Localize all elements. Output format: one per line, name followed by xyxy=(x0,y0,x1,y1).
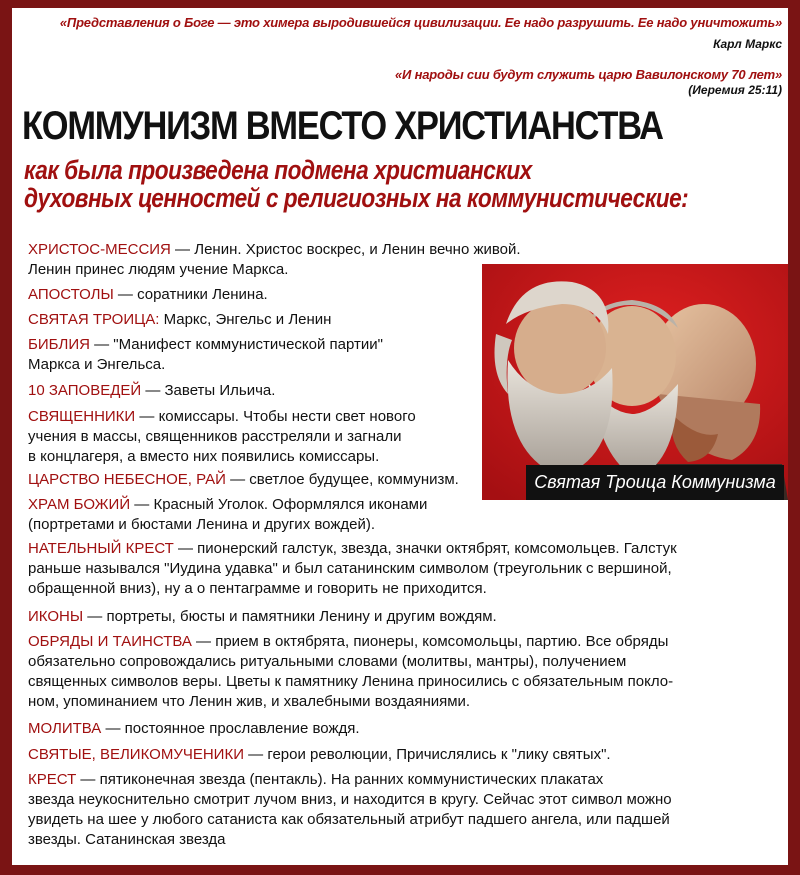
entry-text: звезды. Сатанинская звезда xyxy=(28,831,226,848)
quote-jeremiah: «И народы сии будут служить царю Вавилонскому 70 лет» xyxy=(395,67,782,82)
entry-text: пятиконечная звезда (пентакль). На ранних коммунистических плакатах xyxy=(99,771,604,788)
entry-text: светлое будущее, коммунизм. xyxy=(249,471,459,488)
entry-term: ИКОНЫ xyxy=(28,608,84,625)
entry-text: звезда неукоснительно смотрит лучом вниз, и находится в кругу. Сейчас этот символ можно xyxy=(28,791,672,808)
list-item: АПОСТОЛЫ — соратники Ленина. xyxy=(28,286,268,303)
page-title: КОММУНИЗМ ВМЕСТО ХРИСТИАНСТВА xyxy=(22,104,663,148)
entry-term: МОЛИТВА xyxy=(28,720,102,737)
entry-term: СВЯЩЕННИКИ xyxy=(28,408,136,425)
entry-term: БИБЛИЯ xyxy=(28,336,90,353)
list-item: ИКОНЫ — портреты, бюсты и памятники Ленину и другим вождям. xyxy=(28,608,497,625)
entry-term: АПОСТОЛЫ xyxy=(28,286,114,303)
entry-text: прием в октябрята, пионеры, комсомольцы, партию. Все обряды xyxy=(215,633,669,650)
entry-text: (портретами и бюстами Ленина и других вождей). xyxy=(28,516,375,533)
list-item xyxy=(28,310,331,330)
entry-text: герои революции, Причислялись к "лику святых". xyxy=(267,746,611,763)
entry-term: КРЕСТ xyxy=(28,771,77,788)
quote-marx-author: Карл Маркс xyxy=(713,37,782,51)
entry-text: Красный Уголок. Оформлялся иконами xyxy=(153,496,428,513)
quotes-block xyxy=(12,14,782,98)
entry-text: постоянное прославление вождя. xyxy=(124,720,360,737)
page-subtitle xyxy=(24,155,689,213)
list-item: МОЛИТВА — постоянное прославление вождя. xyxy=(28,720,360,737)
entry-text: комиссары. Чтобы нести свет нового xyxy=(158,408,416,425)
image-caption: Святая Троица Коммунизма xyxy=(526,465,784,500)
quote-jeremiah-source: (Иеремия 25:11) xyxy=(688,83,782,97)
entry-term: ЦАРСТВО НЕБЕСНОЕ, РАЙ xyxy=(28,471,226,488)
entry-text: обязательно сопровождались ритуальными словами (молитвы, мантры), получением xyxy=(28,653,627,670)
list-item: НАТЕЛЬНЫЙ КРЕСТ — пионерский галстук, звезда, значки октябрят, комсомольцев. Галстук раньше назывался "Иудина удавка" и был сатанинским символом (треугольник с вершиной, обращенной вниз), ну а о пентаграмме и говорить не приходится. xyxy=(28,540,677,597)
entry-text: "Манифест коммунистической партии" xyxy=(113,336,383,353)
entry-term: ОБРЯДЫ И ТАИНСТВА xyxy=(28,633,192,650)
entry-text: ном, упоминанием что Ленин жив, и хвалебными воздаяниями. xyxy=(28,693,471,710)
entry-text: в концлагеря, а вместо них появились комиссары. xyxy=(28,448,380,465)
entry-text: раньше назывался "Иудина удавка" и был сатанинским символом (треугольник с вершиной, xyxy=(28,560,672,577)
entry-text: соратники Ленина. xyxy=(137,286,268,303)
entry-text: священных символов веры. Цветы к памятнику Ленина приносились с обязательным покло- xyxy=(28,673,674,690)
list-item: ХРАМ БОЖИЙ — Красный Уголок. Оформлялся иконами (портретами и бюстами Ленина и других вождей). xyxy=(28,496,428,533)
entry-text: Маркс, Энгельс и Ленин xyxy=(163,311,332,328)
subtitle-line-1: как была произведена подмена христианских xyxy=(24,155,532,185)
entry-term: ХРИСТОС-МЕССИЯ xyxy=(28,241,171,258)
entry-text: Ленин. Христос воскрес, и Ленин вечно живой. xyxy=(194,241,521,258)
entry-text: пионерский галстук, звезда, значки октябрят, комсомольцев. Галстук xyxy=(197,540,677,557)
entry-term: СВЯТЫЕ, ВЕЛИКОМУЧЕНИКИ xyxy=(28,746,244,763)
entry-text: Ленин принес людям учение Маркса. xyxy=(28,261,289,278)
entry-text: Маркса и Энгельса. xyxy=(28,356,166,373)
quote-marx: «Представления о Боге — это химера выродившейся цивилизации. Ее надо разрушить. Ее надо уничтожить» xyxy=(59,15,782,30)
entry-term: 10 ЗАПОВЕДЕЙ xyxy=(28,382,142,399)
list-item: БИБЛИЯ — "Манифест коммунистической партии" Маркса и Энгельса. xyxy=(28,336,383,373)
list-item: КРЕСТ — пятиконечная звезда (пентакль). На ранних коммунистических плакатах звезда неукоснительно смотрит лучом вниз, и находится в кругу. Сейчас этот символ можно увидеть на шее у любого сатаниста как обязательный атрибут падшего ангела, или падшей звезды. Сатанинская звезда xyxy=(28,771,672,848)
list-item: СВЯЩЕННИКИ — комиссары. Чтобы нести свет нового учения в массы, священников расстреляли и загнали в концлагеря, а вместо них появились комиссары. xyxy=(28,408,416,465)
list-item: ХРИСТОС-МЕССИЯ — Ленин. Христос воскрес, и Ленин вечно живой. Ленин принес людям учение Маркса. xyxy=(28,241,521,278)
entry-text: портреты, бюсты и памятники Ленину и другим вождям. xyxy=(106,608,497,625)
entry-text: Заветы Ильича. xyxy=(164,382,276,399)
list-item: СВЯТЫЕ, ВЕЛИКОМУЧЕНИКИ — герои революции, Причислялись к "лику святых". xyxy=(28,746,611,763)
entry-term: СВЯТАЯ ТРОИЦА: xyxy=(28,311,160,328)
entry-term: НАТЕЛЬНЫЙ КРЕСТ xyxy=(28,540,174,557)
list-item: ЦАРСТВО НЕБЕСНОЕ, РАЙ — светлое будущее, коммунизм. xyxy=(28,471,459,488)
infographic-sheet xyxy=(12,8,788,865)
list-item: ОБРЯДЫ И ТАИНСТВА — прием в октябрята, пионеры, комсомольцы, партию. Все обряды обязательно сопровождались ритуальными словами (молитвы, мантры), получением священных символов веры. Цветы к памятнику Ленина приносились с обязательным покло- ном, упоминанием что Ленин жив, и хвалебными воздаяниями. xyxy=(28,633,674,710)
list-item: 10 ЗАПОВЕДЕЙ — Заветы Ильича. xyxy=(28,382,276,399)
entry-text: увидеть на шее у любого сатаниста как обязательный атрибут падшего ангела, или падшей xyxy=(28,811,670,828)
entry-text: обращенной вниз), ну а о пентаграмме и говорить не приходится. xyxy=(28,580,487,597)
entry-text: учения в массы, священников расстреляли и загнали xyxy=(28,428,402,445)
subtitle-line-2: духовных ценностей с религиозных на коммунистические: xyxy=(24,183,689,213)
entry-term: ХРАМ БОЖИЙ xyxy=(28,496,131,513)
